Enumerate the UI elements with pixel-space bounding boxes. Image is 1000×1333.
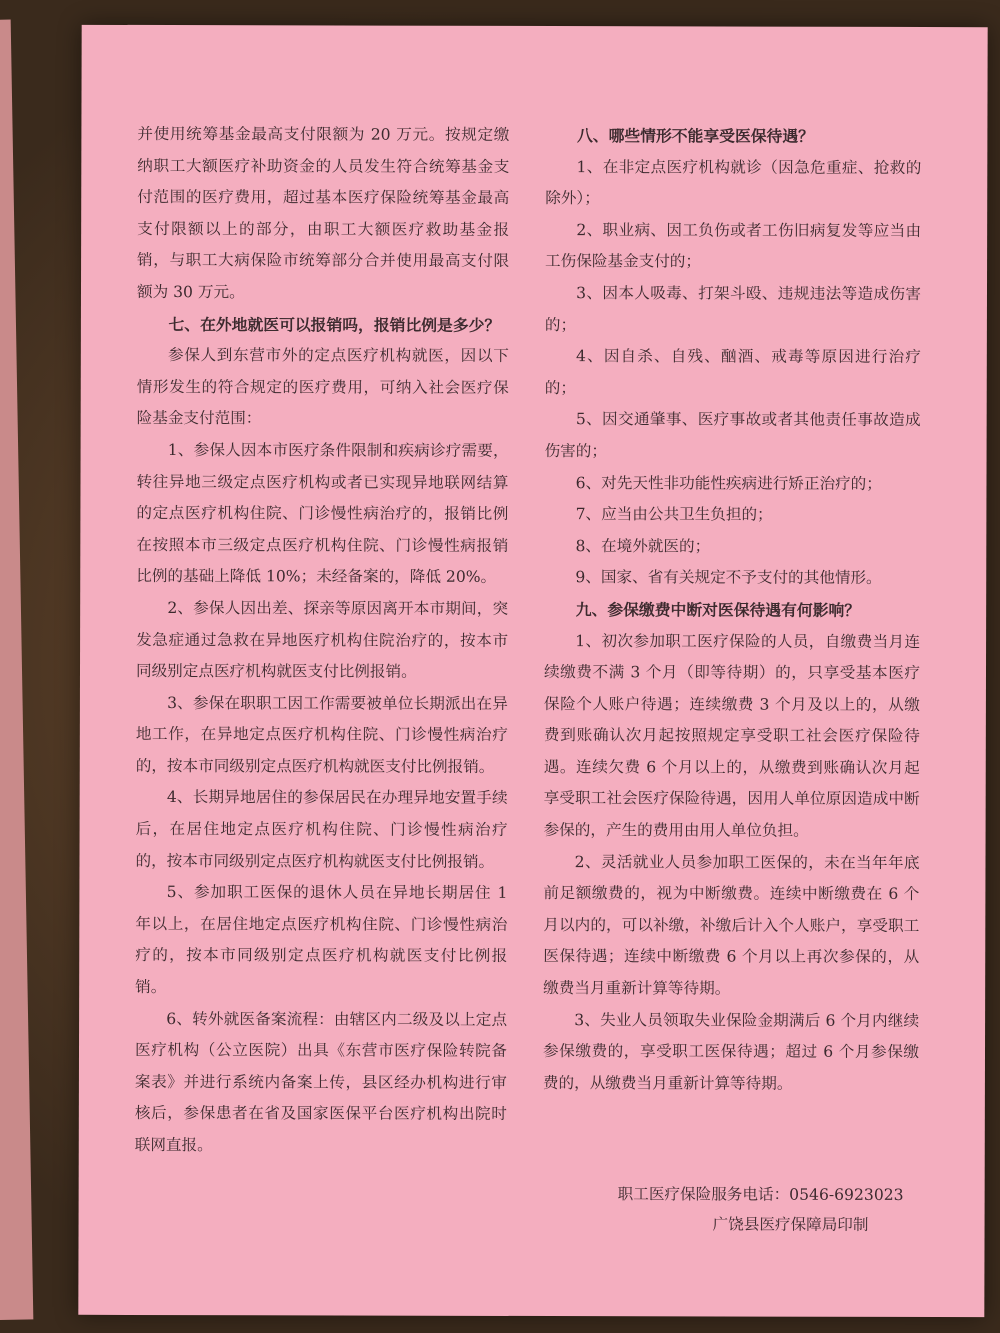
list-item: 3、因本人吸毒、打架斗殴、违规违法等造成伤害的； [544, 284, 922, 334]
section-heading-8: 八、哪些情形不能享受医保待遇？ [576, 126, 814, 146]
list-item: 4、因自杀、自残、酗酒、戒毒等原因进行治疗的； [544, 347, 921, 397]
service-phone: 职工医疗保险服务电话：0546-6923023 [617, 1185, 904, 1204]
leaflet-page [78, 25, 987, 1317]
paragraph: 参保人到东营市外的定点医疗机构就医，因以下情形发生的符合规定的医疗费用，可纳入社会医疗保险基金支付范围： [136, 346, 509, 428]
section-heading-9: 九、参保缴费中断对医保待遇有何影响？ [575, 600, 861, 620]
right-column [543, 120, 922, 1100]
left-column [135, 119, 510, 1163]
list-item: 5、因交通肇事、医疗事故或者其他责任事故造成伤害的； [544, 410, 921, 461]
section-heading-7: 七、在外地就医可以报销吗，报销比例是多少？ [168, 314, 501, 335]
paragraph: 2、参保人因出差、探亲等原因离开本市期间，突发急症通过急救在异地医疗机构住院治疗的，按本市同级别定点医疗机构就医支付比例报销。 [135, 598, 509, 681]
paragraph: 6、转外就医备案流程：由辖区内二级及以上定点医疗机构（公立医院）出具《东营市医疗保险转院备案表》并进行系统内备案上传，县区经办机构进行审核后，参保患者在省及国家医保平台医疗机构出院时联网直报。 [134, 1009, 508, 1155]
paragraph: 并使用统筹基金最高支付限额为 20 万元。按规定缴纳职工大额医疗补助资金的人员发生符合统筹基金支付范围的医疗费用，超过基本医疗保险统筹基金最高支付限额以上的部分，由职工大额医疗救助基金报销，与职工大病保险市统筹部分合并使用最高支付限额为 30 万元。 [136, 124, 510, 302]
list-item: 7、应当由公共卫生负担的； [575, 505, 773, 524]
paragraph: 1、参保人因本市医疗条件限制和疾病诊疗需要，转往异地三级定点医疗机构或者已实现异地联网结算的定点医疗机构住院、门诊慢性病治疗的，报销比例在按照本市三级定点医疗机构住院、门诊慢性病报销比例的基础上降低 10%；未经备案的，降低 20%。 [136, 440, 509, 587]
paragraph: 5、参加职工医保的退休人员在异地长期居住 1 年以上，在居住地定点医疗机构住院、门诊慢性病治疗的，按本市同级别定点医疗机构就医支付比例报销。 [135, 883, 508, 997]
paragraph: 4、长期异地居住的参保居民在办理异地安置手续后，在居住地定点医疗机构住院、门诊慢性病治疗的，按本市同级别定点医疗机构就医支付比例报销。 [135, 788, 508, 871]
paragraph: 1、初次参加职工医疗保险的人员，自缴费当月连续缴费不满 3 个月（即等待期）的，只享受基本医疗保险个人账户待遇；连续缴费 3 个月及以上的，从缴费到账确认次月起按照规定享受职工社会医疗保险待遇。连续欠费 6 个月以上的，从缴费到账确认次月起享受职工社会医疗保险待遇，因用人单位原因造成中断参保的，产生的费用由用人单位负担。 [543, 631, 921, 840]
paragraph: 3、参保在职职工因工作需要被单位长期派出在异地工作，在异地定点医疗机构住院、门诊慢性病治疗的，按本市同级别定点医疗机构就医支付比例报销。 [135, 693, 508, 776]
list-item: 2、职业病、因工负伤或者工伤旧病复发等应当由工伤保险基金支付的； [545, 220, 922, 271]
list-item: 9、国家、省有关规定不予支付的其他情形。 [575, 568, 882, 588]
issuer-line: 广饶县医疗保障局印制 [712, 1215, 869, 1234]
list-item: 6、对先天性非功能性疾病进行矫正治疗的； [575, 473, 882, 493]
paragraph: 2、灵活就业人员参加职工医保的，未在当年年底前足额缴费的，视为中断缴费。连续中断缴费在 6 个月以内的，可以补缴，补缴后计入个人账户，享受职工医保待遇；连续中断缴费 6 个月以上再次参保的，从缴费当月重新计算等待期。 [543, 852, 920, 998]
paragraph: 3、失业人员领取失业保险金期满后 6 个月内继续参保缴费的，享受职工医保待遇；超过 6 个月参保缴费的，从缴费当月重新计算等待期。 [542, 1010, 920, 1093]
list-item: 1、在非定点医疗机构就诊（因急危重症、抢救的除外）； [545, 157, 922, 208]
list-item: 8、在境外就医的； [575, 536, 711, 556]
